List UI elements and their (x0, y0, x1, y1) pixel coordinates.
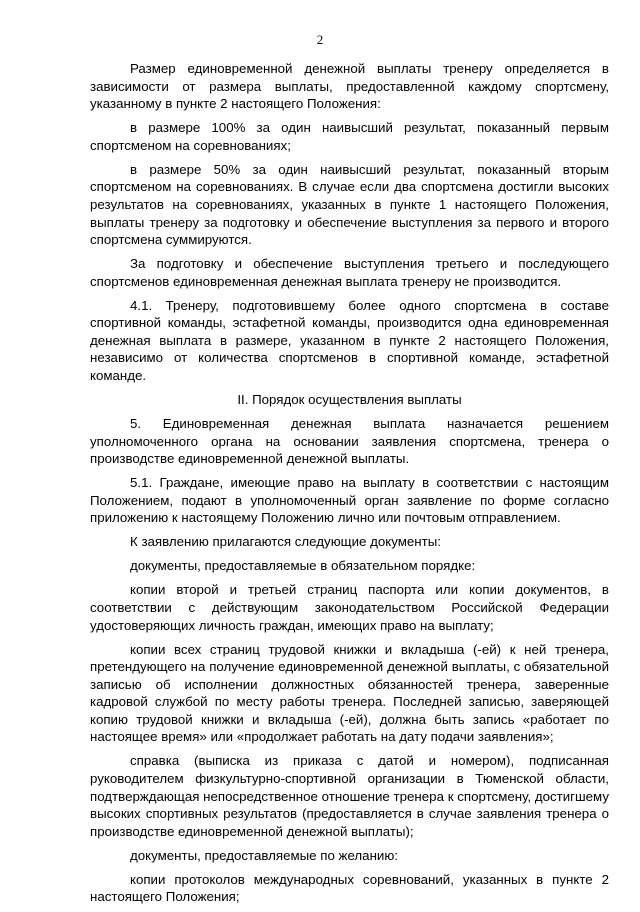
paragraph-protocol-copies: копии протоколов международных соревнований, указанных в пункте 2 настоящего Положения; (90, 871, 609, 905)
paragraph-4-1: 4.1. Тренеру, подготовившему более одного спортсмена в составе спортивной команды, эстафетной команды, производится одна единовременная денежная выплата в размере, указанном в пункте 2 настоящего Положения, независимо от количества спортсменов в спортивной команде, эстафетной команде. (90, 297, 609, 384)
paragraph-third-athlete: За подготовку и обеспечение выступления третьего и последующего спортсменов единовременная денежная выплата тренеру не производится. (90, 256, 609, 289)
paragraph-mandatory-docs: документы, предоставляемые в обязательном порядке: (130, 558, 476, 574)
paragraph-100-percent: в размере 100% за один наивысший результат, показанный первым спортсменом на соревнованиях; (90, 120, 609, 153)
paragraph-certificate: справка (выписка из приказа с датой и номером), подписанная руководителем физкультурно-спортивной организации в Тюменской области, подтверждающая непосредственное отношение тренера к спортсмену, достигшему высоких спортивных результатов (предоставляется в случае заявления тренера о производстве единовременной денежной выплаты); (90, 753, 609, 839)
paragraph-5: 5. Единовременная денежная выплата назначается решением уполномоченного органа на основании заявления спортсмена, тренера о производстве единовременной денежной выплаты. (90, 416, 609, 467)
paragraph-50-percent: в размере 50% за один наивысший результат, показанный вторым спортсменом на соревнованиях. В случае если два спортсмена достигли высоких результатов на соревнованиях, указанных в пункте 1 настоящего Положения, выплаты тренеру за подготовку и обеспечение выступления за первого и второго спортсмена суммируются. (90, 161, 609, 248)
paragraph-payment-amount: Размер единовременной денежной выплаты тренеру определяется в зависимости от размера выплаты, предоставленной каждому спортсмену, указанному в пункте 2 настоящего Положения: (90, 61, 609, 112)
paragraph-5-1: 5.1. Граждане, имеющие право на выплату в соответствии с настоящим Положением, подают в уполномоченный орган заявление по форме согласно приложению к настоящему Положению лично или почтовым отправлением. (90, 475, 609, 526)
section-heading: II. Порядок осуществления выплаты (237, 392, 462, 408)
paragraph-passport-copies: копии второй и третьей страниц паспорта или копии документов, в соответствии с действующим законодательством Российской Федерации удостоверяющих личность граждан, имеющих право на выплату; (90, 582, 609, 633)
paragraph-optional-docs: документы, предоставляемые по желанию: (130, 847, 399, 863)
paragraph-documents-intro: К заявлению прилагаются следующие документы: (130, 534, 441, 550)
paragraph-employment-record: копии всех страниц трудовой книжки и вкладыша (-ей) к ней тренера, претендующего на получение единовременной денежной выплаты, с обязательной записью об исполнении должностных обязанностей тренера, заверенные кадровой службой по месту работы тренера. Последней записью, заверяющей копию трудовой книжки и вкладыша (-ей), должна быть запись «работает по настоящее время» или «продолжает работать на дату подачи заявления»; (90, 641, 609, 745)
page-number: 2 (316, 32, 324, 47)
document-body (90, 60, 609, 912)
